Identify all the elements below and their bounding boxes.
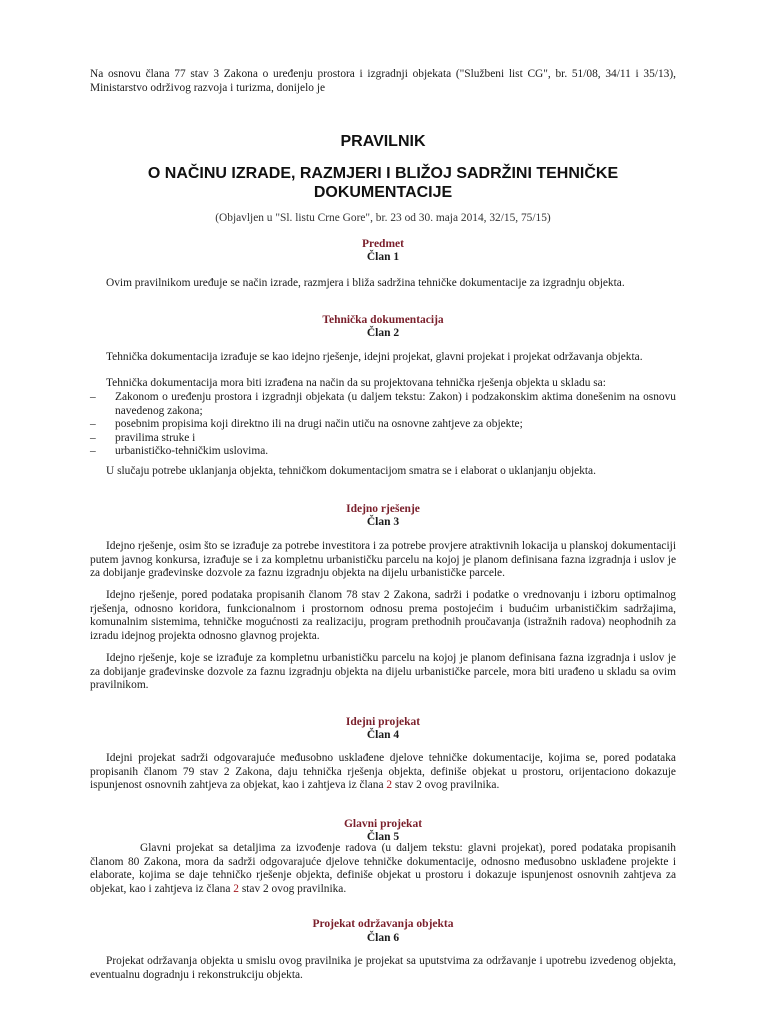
section-heading-idejno-rjesenje: Idejno rješenje xyxy=(346,503,420,515)
article-number-3: Član 3 xyxy=(366,516,400,528)
article-3-paragraph-1: Idejno rješenje, osim što se izrađuje za potrebe investitora i za potrebe provjere atraktivnih lokacija u planskoj dokumentaciji putem javnog konkursa, izrađuje se i za kompletnu urbanističku parcelu na kojoj je planom definisana fazna izgradnja i uslov je za dobijanje građevinske dozvole za faznu izgradnju objekta na dijelu urbanističke parcele. xyxy=(90,540,676,580)
list-item: – Zakonom o uređenju prostora i izgradnji objekata (u daljem tekstu: Zakon) i podzakonskim aktima donešenim na osnovu navedenog zakona; xyxy=(90,391,676,418)
publication-note: (Objavljen u "Sl. listu Crne Gore", br. 23 od 30. maja 2014, 32/15, 75/15) xyxy=(215,212,551,224)
article-number-5: Član 5 xyxy=(366,831,400,843)
preamble-part2: razvoja i turizma, donijelo je xyxy=(190,81,326,94)
list-item: – posebnim propisima koji direktno ili na drugi način utiču na osnovne zahtjeve za objekte; xyxy=(90,418,676,432)
article-reference-link[interactable]: 2 xyxy=(386,779,393,792)
article-4-text-end: stav 2 ovog pravilnika. xyxy=(392,779,500,792)
article-4-paragraph xyxy=(90,752,676,793)
article-2-paragraph-1: Tehnička dokumentacija izrađuje se kao idejno rješenje, idejni projekat, glavni projekat i projekat održavanja objekta. xyxy=(106,351,643,363)
article-number-2: Član 2 xyxy=(366,327,400,339)
section-heading-glavni-projekat: Glavni projekat xyxy=(343,818,423,830)
section-heading-tehnicka-dokumentacija: Tehnička dokumentacija xyxy=(322,314,444,326)
article-number-6: Član 6 xyxy=(366,932,400,944)
document-subtitle: O NAČINU IZRADE, RAZMJERI I BLIŽOJ SADRŽINI TEHNIČKE DOKUMENTACIJE xyxy=(147,165,619,201)
article-number-1: Član 1 xyxy=(366,251,400,263)
preamble-part1: Na osnovu člana 77 stav 3 Zakona o uređenju prostora i izgradnji objekata ("Službeni list CG", br. 51/08, 34/11 i 35/13), Ministarstvo održivog xyxy=(90,68,676,94)
article-3-paragraph-3: Idejno rješenje, koje se izrađuje za kompletnu urbanističku parcelu na kojoj je planom definisana fazna izgradnja i uslov je za dobijanje građevinske dozvole za faznu izgradnju objekta na dijelu urbanističke parcele, mora biti urađeno u skladu sa ovim pravilnikom. xyxy=(90,652,676,692)
article-3-paragraph-2: Idejno rješenje, pored podataka propisanih članom 78 stav 2 Zakona, sadrži i podatke o vrednovanju i izboru optimalnog rješenja, odnosno koridora, funkcionalnom i prostornom odnosu prema postojećim i budućim urbanističkim sadržajima, komunalnim sistemima, tehničke mogućnosti za realizaciju, program prethodnih proučavanja (istražnih radova) neophodnih za izradu idejnog projekta odnosno glavnog projekta. xyxy=(90,589,676,642)
article-5-text-end: stav 2 ovog pravilnika. xyxy=(238,882,347,895)
article-5-text: Glavni projekat sa detaljima za izvođenje radova (u daljem tekstu: glavni projekat), pored podataka propisanih članom 80 Zakona, mora da sadrži odgovarajuće djelove tehničke dokumentacije, odnosno međusobno usklađene projekte i elaborate, kojima se daje tehničko rješenje objekta, definiše objekat u prostoru i dokazuje ispunjenost osnovnih zahtjeva za objekat, kao i zahtjeva iz člana xyxy=(90,842,676,895)
article-2-list xyxy=(90,391,676,459)
article-reference-link[interactable]: 2 xyxy=(233,882,239,895)
article-number-4: Član 4 xyxy=(366,729,400,741)
section-heading-predmet: Predmet xyxy=(362,238,404,250)
preamble xyxy=(90,68,676,95)
list-item: – urbanističko-tehničkim uslovima. xyxy=(90,445,676,459)
article-6-paragraph: Projekat održavanja objekta u smislu ovog pravilnika je projekat sa uputstvima za održavanje i upotrebu izvedenog objekta, eventualnu dogradnju i rekonstrukciju objekta. xyxy=(90,955,676,981)
document-title: PRAVILNIK xyxy=(340,133,426,150)
article-5-paragraph xyxy=(90,842,676,896)
section-heading-projekat-odrzavanja: Projekat održavanja objekta xyxy=(312,918,454,930)
list-item: – pravilima struke i xyxy=(90,432,676,446)
article-2-paragraph-3: U slučaju potrebe uklanjanja objekta, tehničkom dokumentacijom smatra se i elaborat o uklanjanju objekta. xyxy=(106,465,596,477)
article-1-paragraph: Ovim pravilnikom uređuje se način izrade, razmjera i bliža sadržina tehničke dokumentacije za izgradnju objekta. xyxy=(106,277,625,289)
article-2-paragraph-2: Tehnička dokumentacija mora biti izrađena na način da su projektovana tehnička rješenja objekta u skladu sa: xyxy=(106,377,606,389)
article-4-text: Idejni projekat sadrži odgovarajuće međusobno usklađene djelove tehničke dokumentacije, kojima se, pored podataka propisanih članom 79 stav 2 Zakona, daju tehnička rješenja objekta, definiše objekat u prostoru, orijentaciono dokazuje ispunjenost osnovnih zahtjeva za objekat, kao i zahtjeva iz člana xyxy=(90,752,676,792)
section-heading-idejni-projekat: Idejni projekat xyxy=(345,716,421,728)
